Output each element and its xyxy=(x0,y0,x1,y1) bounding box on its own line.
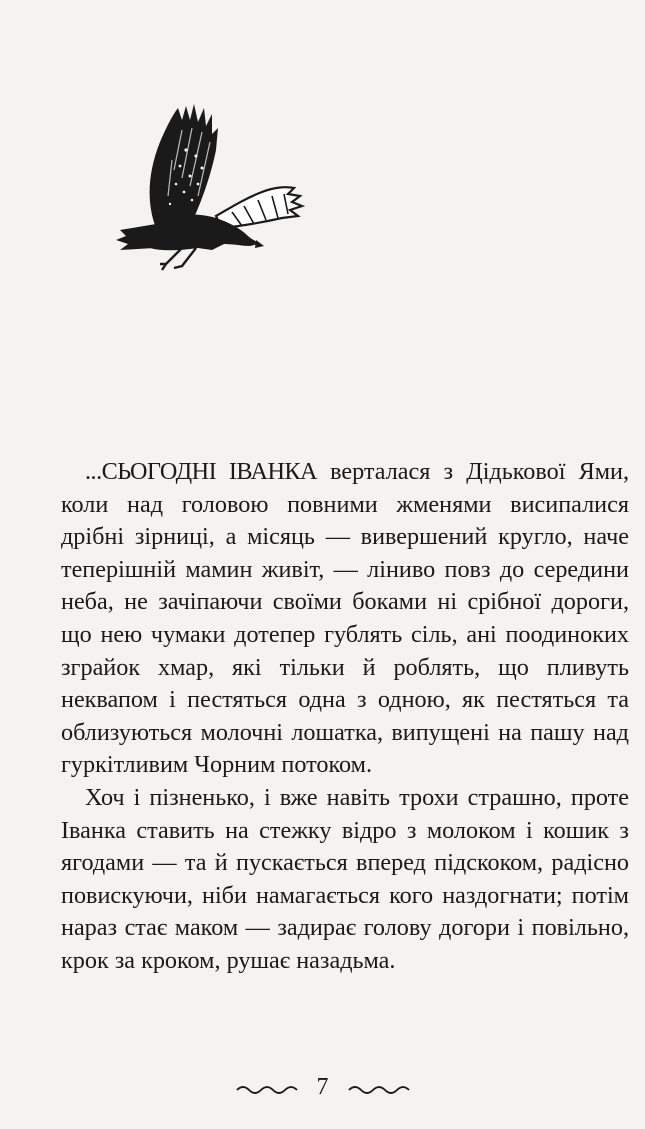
body-text xyxy=(61,456,629,978)
paragraph-1-lead-caps: ...СЬОГОДНІ ІВАНКА xyxy=(85,458,318,485)
right-ornament-icon xyxy=(347,1082,411,1094)
hawk-in-flight-icon xyxy=(112,100,312,275)
paragraph-1 xyxy=(61,456,629,782)
paragraph-1-text: верталася з Дідькової Ями, коли над головою повними жменями висипалися дрібні зірниці, а місяць — вивершений кругло, наче теперішній мамин живіт, — ліниво повз до середини неба, не зачіпаючи своїми боками ні срібної дороги, що нею чумаки дотепер гублять сіль, ані поодиноких зграйок хмар, які тільки й роблять, що пливуть неквапом і пестяться одна з одною, як пестяться та облизуються молочні лошатка, випущені на пашу над гуркітливим Чорним потоком. xyxy=(61,458,629,779)
left-ornament-icon xyxy=(235,1082,299,1094)
paragraph-2: Хоч і пізненько, і вже навіть трохи страшно, проте Іванка ставить на стежку відро з молоком і кошик з ягодами — та й пускається вперед підскоком, радісно повискуючи, ніби намагається кого наздогнати; потім нараз стає маком — задирає голову догори і повільно, крок за кроком, рушає назадьма. xyxy=(61,783,629,974)
page-number: 7 xyxy=(316,1074,329,1100)
page-footer xyxy=(0,1074,645,1101)
